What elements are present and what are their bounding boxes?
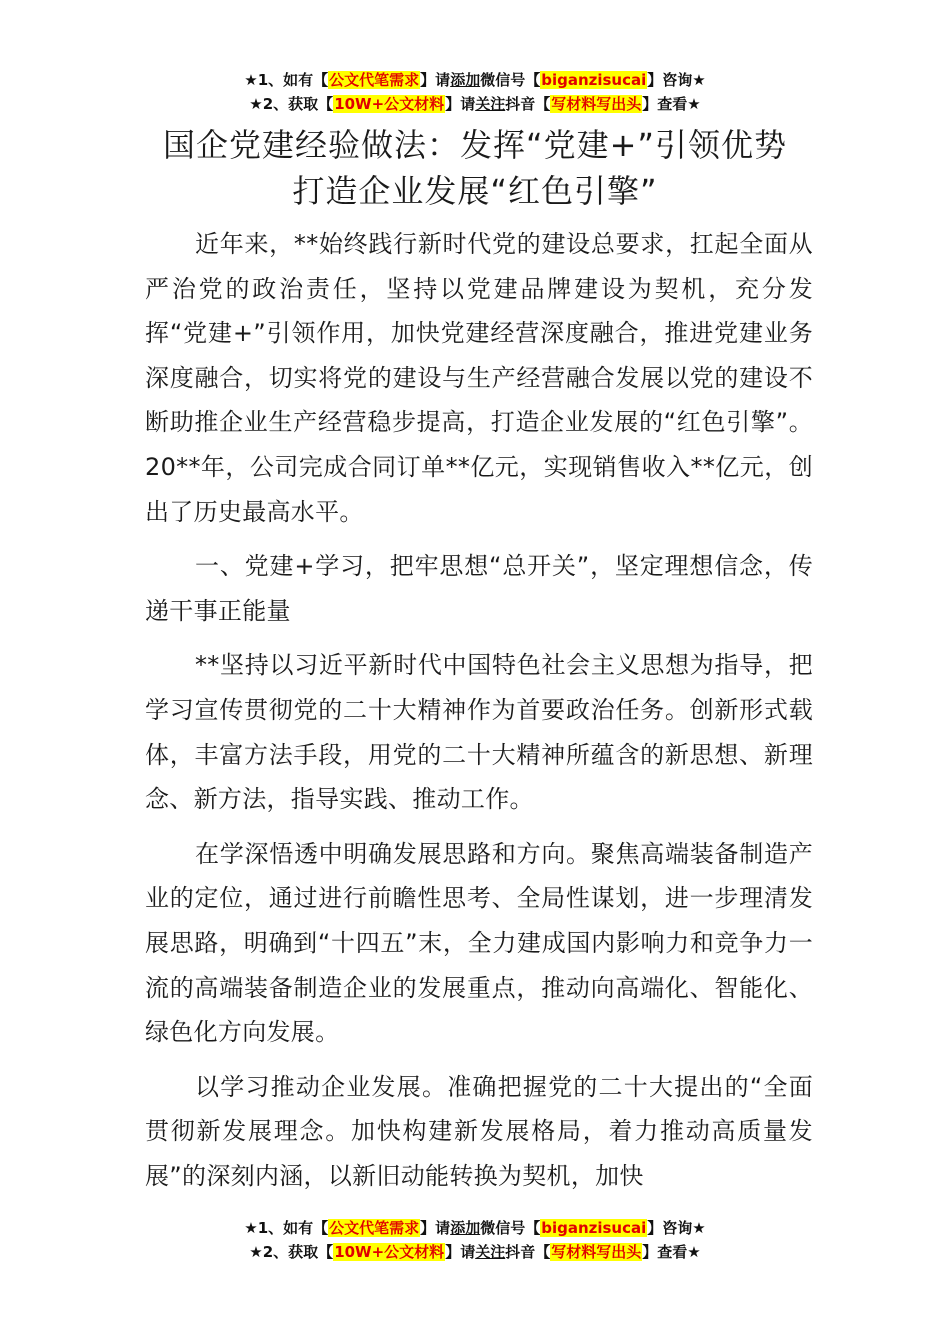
document-title bbox=[0, 122, 950, 214]
notice-line-2: ★2、获取【10W+公文材料】请关注抖音【写材料写出头】查看★ bbox=[249, 95, 701, 113]
section-heading-1: 一、党建+学习，把牢思想“总开关”，坚定理想信念，传递干事正能量 bbox=[145, 552, 813, 625]
highlight-materials: 10W+公文材料 bbox=[334, 1243, 445, 1261]
document-body bbox=[145, 222, 813, 1208]
highlight-douyin-id: 写材料写出头 bbox=[551, 95, 642, 113]
header-notice bbox=[0, 68, 950, 116]
paragraph-direction: 在学深悟透中明确发展思路和方向。聚焦高端装备制造产业的定位，通过进行前瞻性思考、全局性谋划，进一步理清发展思路，明确到“十四五”末，全力建成国内影响力和竞争力一流的高端装备制造企业的发展重点，推动向高端化、智能化、绿色化方向发展。 bbox=[145, 839, 813, 1047]
paragraph-study: **坚持以习近平新时代中国特色社会主义思想为指导，把学习宣传贯彻党的二十大精神作为首要政治任务。创新形式载体，丰富方法手段，用党的二十大精神所蕴含的新思想、新理念、新方法，指导实践、推动工作。 bbox=[145, 651, 813, 814]
highlight-service: 公文代笔需求 bbox=[329, 71, 420, 89]
title-line-1: 国企党建经验做法：发挥“党建+”引领优势 bbox=[163, 126, 787, 164]
highlight-materials: 10W+公文材料 bbox=[334, 95, 445, 113]
highlight-service: 公文代笔需求 bbox=[329, 1219, 420, 1237]
paragraph-development: 以学习推动企业发展。准确把握党的二十大提出的“全面贯彻新发展理念。加快构建新发展格局，着力推动高质量发展”的深刻内涵，以新旧动能转换为契机，加快 bbox=[145, 1072, 813, 1190]
notice-line-1: ★1、如有【公文代笔需求】请添加微信号【biganzisucai】咨询★ bbox=[244, 1219, 706, 1237]
footer-notice bbox=[0, 1216, 950, 1264]
notice-line-1: ★1、如有【公文代笔需求】请添加微信号【biganzisucai】咨询★ bbox=[244, 71, 706, 89]
notice-line-2: ★2、获取【10W+公文材料】请关注抖音【写材料写出头】查看★ bbox=[249, 1243, 701, 1261]
paragraph-intro: 近年来，**始终践行新时代党的建设总要求，扛起全面从严治党的政治责任，坚持以党建品牌建设为契机，充分发挥“党建+”引领作用，加快党建经营深度融合，推进党建业务深度融合，切实将党的建设与生产经营融合发展以党的建设不断助推企业生产经营稳步提高，打造企业发展的“红色引擎”。20**年，公司完成合同订单**亿元，实现销售收入**亿元，创出了历史最高水平。 bbox=[145, 230, 813, 526]
highlight-wechat-id: biganzisucai bbox=[541, 1219, 647, 1237]
title-line-2: 打造企业发展“红色引擎” bbox=[292, 172, 658, 210]
highlight-wechat-id: biganzisucai bbox=[541, 71, 647, 89]
highlight-douyin-id: 写材料写出头 bbox=[551, 1243, 642, 1261]
